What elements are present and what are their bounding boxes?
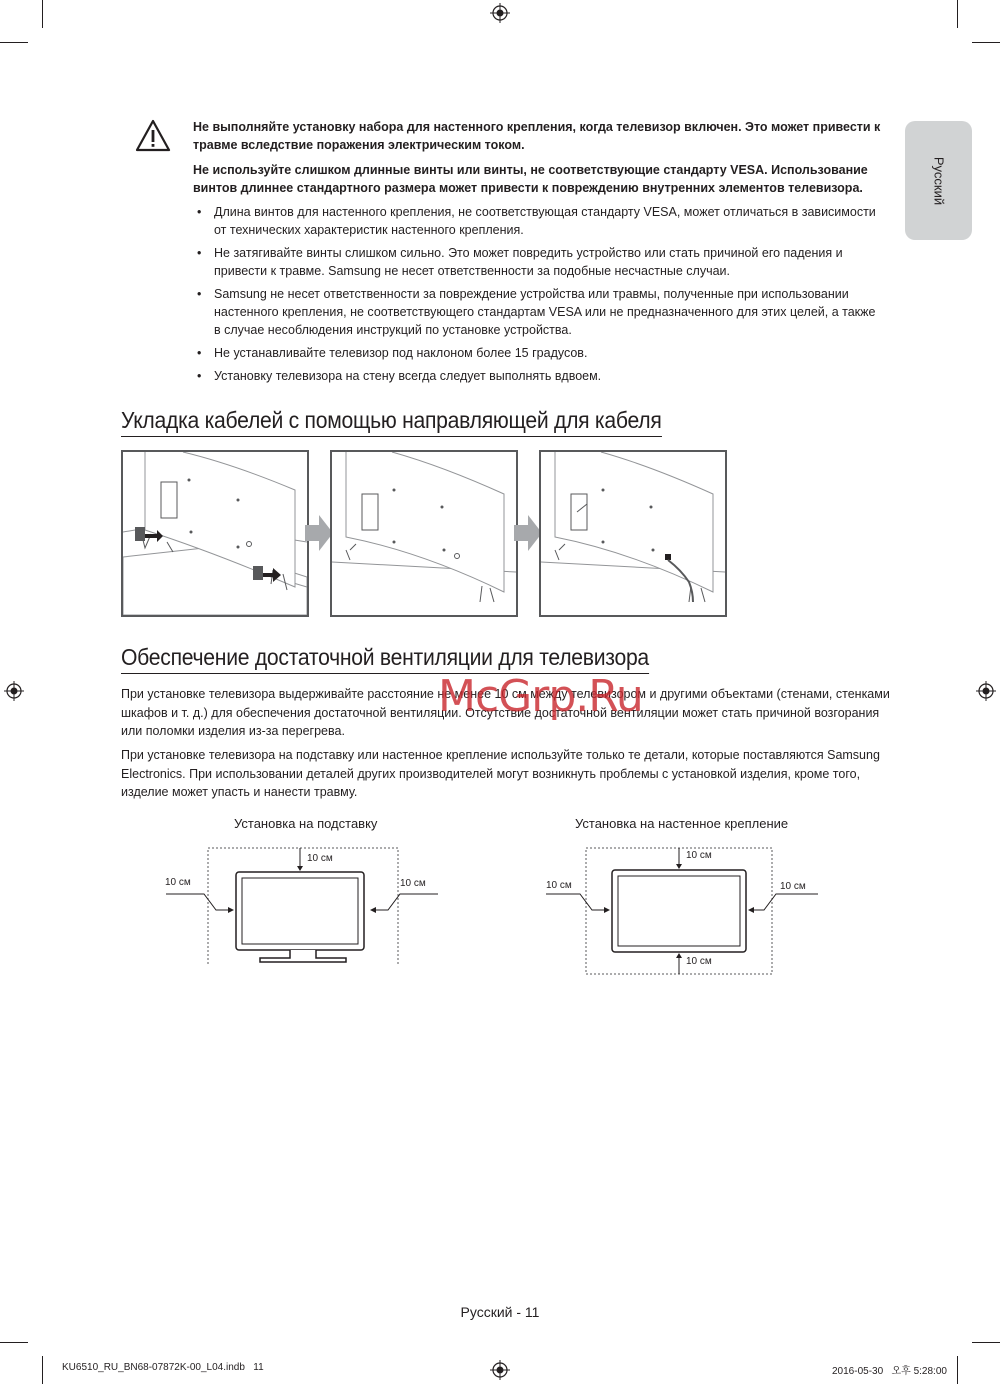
file-info: KU6510_RU_BN68-07872K-00_L04.indb 11: [62, 1362, 264, 1373]
wall-left-clearance-label: 10 см: [546, 880, 572, 891]
registration-mark-icon: [976, 681, 996, 701]
list-item: • Установку телевизора на стену всегда следует выполнять вдвоем.: [195, 367, 885, 385]
list-item: • Не устанавливайте телевизор под наклоном более 15 градусов.: [195, 344, 885, 362]
registration-mark-icon: [4, 681, 24, 701]
crop-mark: [972, 1342, 1000, 1343]
wall-right-clearance-label: 10 см: [780, 881, 806, 892]
crop-mark: [42, 1356, 43, 1384]
language-tab-label: Русский: [931, 156, 946, 205]
page-number: Русский - 11: [460, 1304, 540, 1320]
crop-mark: [972, 42, 1000, 43]
cable-guide-figure-step-2: [330, 450, 518, 617]
stand-right-clearance-label: 10 см: [400, 878, 426, 889]
warning-paragraph: Не выполняйте установку набора для настенного крепления, когда телевизор включен. Это может привести к травме вследствие поражения электрическим током.: [193, 120, 881, 152]
step-arrow-icon: [514, 515, 542, 551]
section-heading-cables: Укладка кабелей с помощью направляющей для кабеля: [121, 407, 662, 437]
crop-mark: [957, 0, 958, 28]
cable-guide-figure-step-3: [539, 450, 727, 617]
stand-top-clearance-label: 10 см: [307, 853, 333, 864]
ventilation-paragraph: При установке телевизора выдерживайте расстояние не менее 10 см между телевизором и другими объектами (стенами, стенками шкафов и т. д.) для обеспечения достаточной вентиляции. Отсутствие достаточной вентиляции может стать причиной возгорания или поломки изделия из-за перегрева.: [121, 687, 890, 738]
wall-bottom-clearance-label: 10 см: [686, 956, 712, 967]
wall-clearance-diagram: [540, 844, 830, 976]
warning-paragraph: Не используйте слишком длинные винты или винты, не соответствующие стандарту VESA. Использование винтов длиннее стандартного размера может привести к повреждению внутренних элементов телевизора.: [193, 163, 868, 195]
list-item: • Не затягивайте винты слишком сильно. Это может повредить устройство или стать причиной его падения и привести к травме. Samsung не несет ответственности за подобные несчастные случаи.: [195, 244, 885, 280]
stand-diagram-caption: Установка на подставку: [234, 816, 378, 831]
crop-mark: [0, 42, 28, 43]
list-item: • Длина винтов для настенного крепления, не соответствующая стандарту VESA, может отличаться в зависимости от технических характеристик настенного крепления.: [195, 203, 885, 239]
stand-clearance-diagram: [160, 844, 450, 968]
print-date: 2016-05-30 오후 5:28:00: [832, 1366, 947, 1377]
step-arrow-icon: [305, 515, 333, 551]
wall-diagram-caption: Установка на настенное крепление: [575, 816, 789, 831]
crop-mark: [957, 1356, 958, 1384]
watermark: McGrp.Ru: [438, 671, 643, 722]
wall-top-clearance-label: 10 см: [686, 850, 712, 861]
crop-mark: [42, 0, 43, 28]
language-side-tab: [905, 121, 972, 240]
ventilation-paragraph: При установке телевизора на подставку или настенное крепление используйте только те детали, которые поставляются Samsung Electronics. При использовании деталей других производителей могут возникнуть проблемы с установкой изделия, кроме того, изделие может упасть и нанести травму.: [121, 748, 880, 799]
section-heading-ventilation: Обеспечение достаточной вентиляции для телевизора: [121, 644, 649, 674]
stand-left-clearance-label: 10 см: [165, 877, 191, 888]
warning-bullet-list: [195, 203, 885, 390]
warning-triangle-icon: [135, 118, 171, 154]
cable-guide-figure-step-1: [121, 450, 309, 617]
crop-mark: [0, 1342, 28, 1343]
registration-mark-icon: [490, 1360, 510, 1380]
registration-mark-icon: [490, 3, 510, 23]
list-item: • Samsung не несет ответственности за повреждение устройства или травмы, полученные при использовании настенного крепления, не соответствующего стандартам VESA или не предназначенного для этих целей, а также в случае несоблюдения инструкций по установке устройства.: [195, 285, 885, 339]
